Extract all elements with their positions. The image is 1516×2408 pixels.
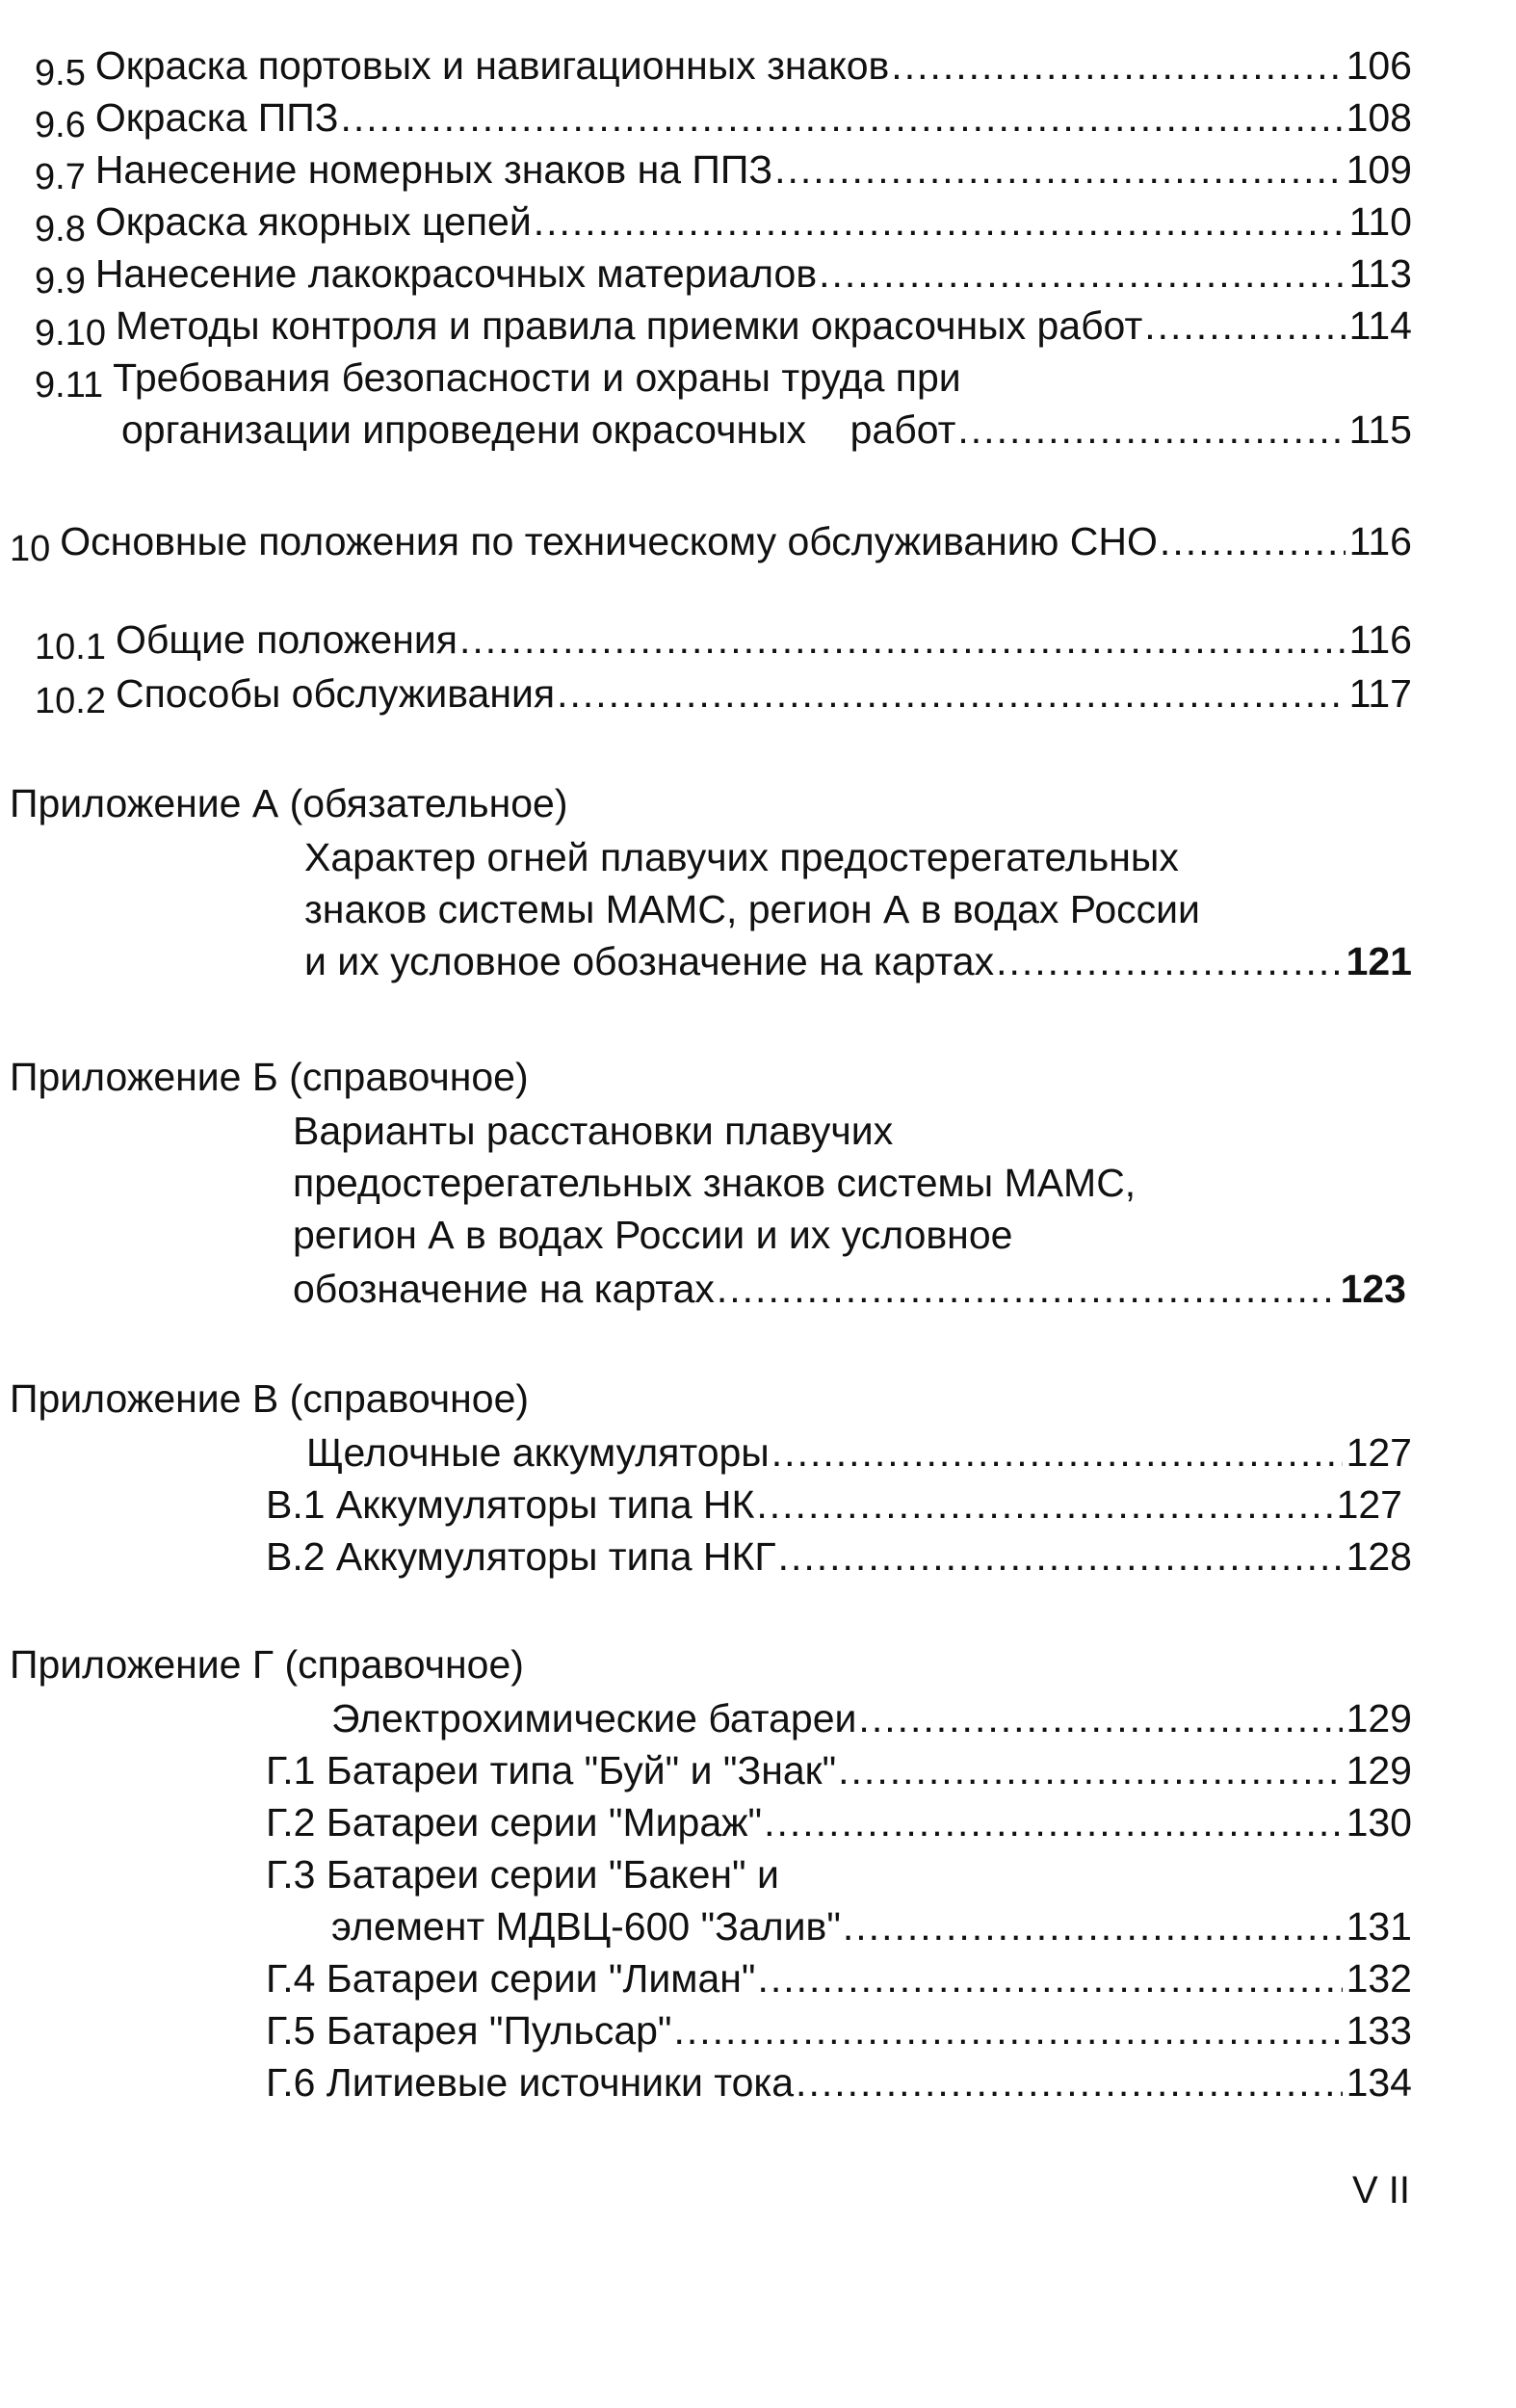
section-number: 10 [10, 529, 51, 569]
page-number: 134 [1346, 2060, 1412, 2105]
toc-entry-9-8[interactable] [35, 195, 1412, 249]
dot-leader [534, 195, 1346, 249]
section-number: 10.2 [35, 681, 106, 721]
section-number: 9.7 [35, 157, 86, 197]
page-number: 108 [1346, 95, 1412, 140]
entry-title: Основные положения по техническому обслуживанию СНО [60, 519, 1158, 563]
page-number: 115 [1348, 407, 1412, 452]
section-number: 9.8 [35, 209, 86, 249]
entry-title: Нанесение лакокрасочных материалов [94, 251, 818, 296]
appendix-g-heading[interactable]: Приложение Г (справочное) [10, 1642, 524, 1687]
appendix-b-heading[interactable]: Приложение Б (справочное) [10, 1055, 529, 1099]
page-number: 121 [1346, 939, 1412, 983]
page-label: V II [1352, 2169, 1411, 2212]
entry-title: Г.4 Батареи серии "Лиман" [266, 1956, 756, 2001]
dot-leader [819, 247, 1346, 301]
page-number: 109 [1346, 147, 1412, 192]
appendix-g-main-entry[interactable] [331, 1691, 1412, 1745]
entry-title: обозначение на картах [293, 1267, 715, 1311]
dot-leader [778, 1530, 1343, 1584]
dot-leader [858, 1691, 1342, 1745]
page-number: 132 [1346, 1956, 1412, 2001]
page-number: 117 [1348, 671, 1412, 716]
toc-entry-9-7[interactable] [35, 143, 1412, 196]
toc-entry-9-11-cont[interactable] [121, 403, 1412, 457]
dot-leader [756, 1478, 1332, 1531]
page-number: 106 [1346, 43, 1412, 88]
dot-leader [838, 1743, 1342, 1797]
appendix-v-main-entry[interactable] [306, 1426, 1412, 1479]
toc-entry-9-9[interactable] [35, 247, 1412, 301]
entry-title: Г.2 Батареи серии "Мираж" [266, 1800, 763, 1845]
dot-leader [459, 613, 1346, 667]
dot-leader [757, 1951, 1342, 2005]
page-number: 128 [1346, 1534, 1412, 1579]
appendix-a-line-2: знаков системы МАМС, регион А в водах России [304, 887, 1200, 931]
page-number: 127 [1336, 1482, 1402, 1527]
toc-entry-g-3[interactable] [266, 1847, 1412, 1901]
dot-leader [717, 1262, 1337, 1316]
dot-leader [957, 403, 1345, 457]
appendix-a-line-3[interactable] [304, 934, 1412, 988]
toc-entry-9-5[interactable] [35, 39, 1412, 92]
entry-title: Г.1 Батареи типа "Буй" и "Знак" [266, 1748, 837, 1793]
dot-leader [341, 91, 1343, 144]
appendix-a-line-1: Характер огней плавучих предостерегательных [304, 835, 1179, 879]
entry-title: и их условное обозначение на картах [304, 939, 995, 983]
appendix-b-line-4[interactable] [293, 1262, 1406, 1316]
entry-title: Методы контроля и правила приемки окрасочных работ [115, 303, 1143, 348]
entry-title: Электрохимические батареи [331, 1696, 857, 1741]
toc-entry-10-2[interactable] [35, 667, 1412, 720]
section-number: 9.10 [35, 313, 106, 353]
entry-title-line-2: элемент МДВЦ-600 "Залив" [331, 1904, 841, 1949]
page-number: 123 [1340, 1267, 1406, 1311]
dot-leader [796, 2055, 1343, 2109]
section-number: 9.5 [35, 53, 86, 93]
section-number: 9.11 [35, 365, 104, 406]
entry-title-line-2: организации ипроведени окрасочных работ [121, 407, 956, 452]
section-number: 9.6 [35, 105, 86, 145]
entry-title: В.2 Аккумуляторы типа НКГ [266, 1534, 776, 1579]
page-number: 114 [1348, 303, 1412, 348]
dot-leader [764, 1795, 1342, 1849]
section-number: 9.9 [35, 261, 86, 301]
page-number: 127 [1346, 1430, 1412, 1475]
toc-entry-g-4[interactable] [266, 1951, 1412, 2005]
page-number: 116 [1348, 617, 1412, 662]
page-number: 129 [1346, 1696, 1412, 1741]
appendix-b-line-2: предостерегательных знаков системы МАМС, [293, 1161, 1137, 1205]
entry-title: Окраска портовых и навигационных знаков [94, 43, 890, 88]
toc-entry-g-6[interactable] [266, 2055, 1412, 2109]
appendix-b-line-1: Варианты расстановки плавучих [293, 1109, 894, 1153]
dot-leader [891, 39, 1342, 92]
toc-entry-9-10[interactable] [35, 299, 1412, 353]
dot-leader [996, 934, 1342, 988]
entry-title: В.1 Аккумуляторы типа НК [266, 1482, 755, 1527]
page-number: 131 [1346, 1904, 1412, 1949]
entry-title: Г.6 Литиевые источники тока [266, 2060, 795, 2105]
toc-entry-g-5[interactable] [266, 2003, 1412, 2057]
dot-leader [557, 667, 1346, 720]
toc-entry-g-1[interactable] [266, 1743, 1412, 1797]
toc-entry-v-1[interactable] [266, 1478, 1402, 1531]
entry-title: Нанесение номерных знаков на ППЗ [94, 147, 773, 192]
toc-entry-10[interactable] [10, 514, 1412, 568]
appendix-v-heading[interactable]: Приложение В (справочное) [10, 1376, 530, 1421]
dot-leader [1144, 299, 1345, 353]
toc-entry-g-3-cont[interactable] [331, 1899, 1412, 1953]
dot-leader [771, 1426, 1343, 1479]
entry-title-line-1: Г.3 Батареи серии "Бакен" и [266, 1852, 779, 1897]
toc-entry-v-2[interactable] [266, 1530, 1412, 1584]
page-number: 129 [1346, 1748, 1412, 1793]
page-number: 110 [1348, 199, 1412, 244]
entry-title-line-1: Требования безопасности и охраны труда при [113, 355, 961, 400]
appendix-a-heading[interactable]: Приложение А (обязательное) [10, 781, 568, 825]
toc-entry-9-11[interactable] [35, 351, 1412, 405]
entry-title: Щелочные аккумуляторы [306, 1430, 770, 1475]
entry-title: Окраска якорных цепей [94, 199, 532, 244]
page-number: 133 [1346, 2008, 1412, 2053]
page-number: 113 [1348, 251, 1412, 296]
entry-title: Окраска ППЗ [94, 95, 339, 140]
toc-entry-g-2[interactable] [266, 1795, 1412, 1849]
entry-title: Способы обслуживания [115, 671, 556, 716]
entry-title: Общие положения [115, 617, 457, 662]
section-number: 10.1 [35, 627, 106, 667]
dot-leader [843, 1899, 1343, 1953]
dot-leader [1160, 514, 1346, 568]
dot-leader [673, 2003, 1342, 2057]
page-number: 116 [1348, 519, 1412, 563]
page-number: 130 [1346, 1800, 1412, 1845]
entry-title: Г.5 Батарея "Пульсар" [266, 2008, 672, 2053]
dot-leader [774, 143, 1342, 196]
appendix-b-line-3: регион А в водах России и их условное [293, 1213, 1013, 1257]
toc-entry-10-1[interactable] [35, 613, 1412, 667]
toc-entry-9-6[interactable] [35, 91, 1412, 144]
